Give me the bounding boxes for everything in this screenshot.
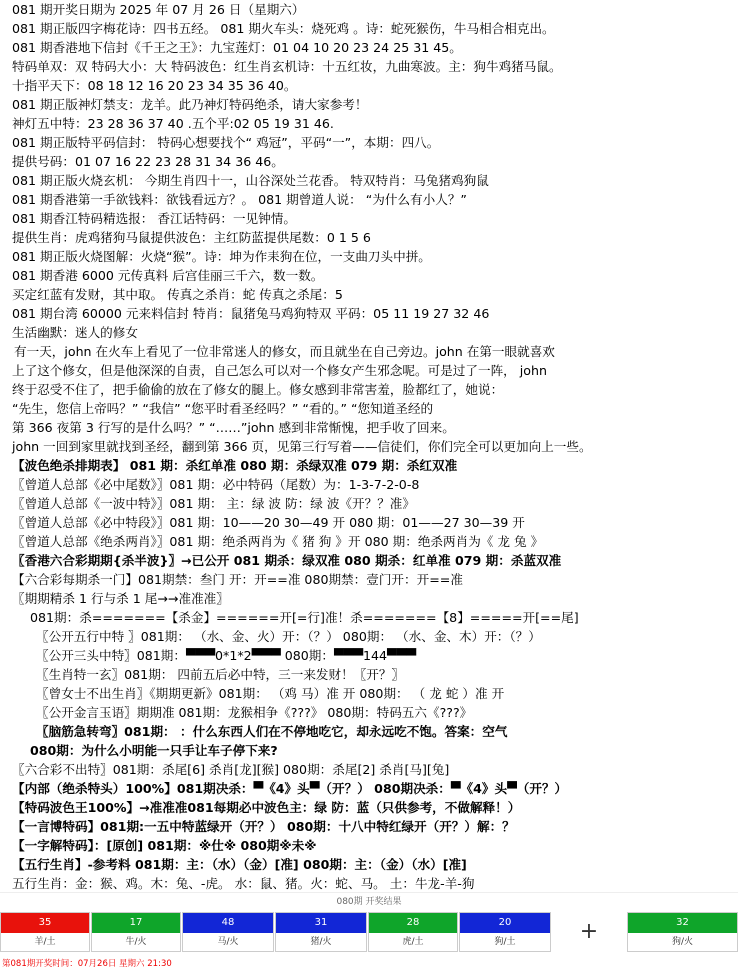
text-line: 〖曾道人总部《绝杀两肖》〗081 期：绝杀两肖为《 猪 狗 》开 080 期：绝杀两肖为《 龙 兔 》 xyxy=(12,534,544,549)
ball-number: 35 xyxy=(1,913,89,933)
text-line: 〖曾女士不出生肖〗《期期更新》081期： （鸡 马）准 开 080期： （ 龙 蛇 ）准 开 xyxy=(36,686,505,701)
text-line: 上了这个修女，但是他深深的自责，自己怎么可以对一个修女产生邪念呢。可是过了一阵， john xyxy=(12,363,547,378)
text-line: 081 期正版火烧图解：火烧“猴”。诗：坤为作耒狗在位，一支曲刀头中拼。 xyxy=(12,249,431,264)
ball-special xyxy=(627,912,738,952)
text-line: “先生，您信上帝吗？” “我信” “您平时看圣经吗？” “看的。” “您知道圣经的 xyxy=(12,401,434,416)
text-line: 第 366 夜第 3 行写的是什么吗？” “……”john 感到非常惭愧，把手收了回来。 xyxy=(12,420,455,435)
text-line: 〖公开金言玉语〗期期准 081期：龙猴相争《???》 080期：特码五六《???》 xyxy=(36,705,473,720)
text-line: 081 期开奖日期为 2025 年 07 月 26 日（星期六） xyxy=(12,2,305,17)
ball-5 xyxy=(368,912,458,952)
ball-number: 17 xyxy=(92,913,180,933)
text-line: 〖公开五行中特 〗081期： （水、金、火）开：（？） 080期： （水、金、木）开：（？） xyxy=(36,629,541,644)
result-balls xyxy=(0,912,738,954)
text-line: 081 期正版火烧玄机： 今期生肖四十一，山谷深处兰花香。 特双特肖：马兔猪鸡狗鼠 xyxy=(12,173,489,188)
text-line: 〖公开三头中特〗081期：▀▀▀0*1*2▀▀▀ 080期：▀▀▀144▀▀▀ xyxy=(36,648,417,663)
text-line: 〖曾道人总部《必中特段》〗081 期：10——20 30—49 开 080 期：01——27 30—39 开 xyxy=(12,515,525,530)
text-line: 提供生肖：虎鸡猪狗马鼠提供波色：主红防蓝提供尾数：0 1 5 6 xyxy=(12,230,371,245)
text-line: 神灯五中特：23 28 36 37 40 .五个平:02 05 19 31 46. xyxy=(12,116,334,131)
result-caption: 080期 开奖结果 xyxy=(0,892,738,911)
text-line: 十指平天下：08 18 12 16 20 23 34 35 36 40。 xyxy=(12,78,297,93)
ball-number: 20 xyxy=(460,913,550,933)
text-line: 〖生肖特一玄〗081期： 四前五后必中特，三一来发财！〖开？〗 xyxy=(36,667,405,682)
text-line: 〖曾道人总部《一波中特》〗081 期： 主：绿 波 防：绿 波《开？？准》 xyxy=(12,496,415,511)
text-line: 〖香港六合彩期期{杀半波}〗→已公开 081 期杀：绿双准 080 期杀：红单准 079 期：杀蓝双准 xyxy=(12,553,562,568)
text-line: 【五行生肖】-参考料 081期：主：（水）（金）[准] 080期：主：（金）（水）[准] xyxy=(12,857,467,872)
plus-sign: + xyxy=(579,919,599,944)
ball-number: 32 xyxy=(628,913,737,933)
ball-zodiac: 虎/土 xyxy=(402,937,424,947)
text-line: 〖脑筋急转弯〗081期： ：什么东西人们在不停地吃它，却永远吃不饱。答案：空气 xyxy=(36,724,508,739)
ball-3 xyxy=(182,912,274,952)
text-line: 081 期正版神灯禁支：龙羊。此乃神灯特码绝杀，请大家参考！ xyxy=(12,97,368,112)
ball-zodiac: 猪/火 xyxy=(310,937,332,947)
ball-number: 48 xyxy=(183,913,273,933)
text-line: 有一天，john 在火车上看见了一位非常迷人的修女，而且就坐在自己旁边。john 在第一眼就喜欢 xyxy=(14,344,555,359)
text-line: 080期：为什么小明能一只手让车子停下来? xyxy=(30,743,278,758)
text-line: 081 期台湾 60000 元来料信封 特肖：鼠猪兔马鸡狗特双 平码：05 11 19 27 32 46 xyxy=(12,306,490,321)
ball-1 xyxy=(0,912,90,952)
draw-time-footer: 第081期开奖时间：07月26日 星期六 21:30 xyxy=(0,956,738,972)
text-line: 生活幽默：迷人的修女 xyxy=(12,325,138,340)
text-line: 081 期香江特码精选报： 香江话特码：一见钟情。 xyxy=(12,211,296,226)
ball-6 xyxy=(459,912,551,952)
text-line: 081 期正版特平码信封： 特码心想要找个“ 鸡冠”，平码“一”，本期：四八。 xyxy=(12,135,440,150)
text-line: 买定红蓝有发财，其中取。 传真之杀肖：蛇 传真之杀尾：5 xyxy=(12,287,343,302)
text-line: john 一回到家里就找到圣经，翻到第 366 页，见第三行写着——信徒们，你们完全可以更加向上一些。 xyxy=(12,439,592,454)
text-line: 〖曾道人总部《必中尾数》〗081 期：必中特码（尾数）为：1-3-7-2-0-8 xyxy=(12,477,420,492)
text-line: 五行生肖：金：猴、鸡。木：兔、-虎。 水：鼠、猪。火：蛇、马。 土：牛龙-羊-狗 xyxy=(12,876,475,891)
ball-number: 31 xyxy=(276,913,366,933)
ball-2 xyxy=(91,912,181,952)
text-line: 【一字解特码】：[原创] 081期：※仕※ 080期※未※ xyxy=(12,838,317,853)
ball-zodiac: 狗/火 xyxy=(671,937,694,947)
text-line: 〖期期精杀 1 行与杀 1 尾→→准准准〗 xyxy=(12,591,229,606)
text-line: 081 期香港第一手欲钱料：欲钱看远方？。 081 期曾道人说： “为什么有小人？” xyxy=(12,192,467,207)
text-line: 081 期香港 6000 元传真料 后宫佳丽三千六，数一数。 xyxy=(12,268,324,283)
text-line: 【特码波色王100%】→准准准081每期必中波色主：绿 防：蓝（只供参考，不做解释！） xyxy=(12,800,521,815)
ball-zodiac: 牛/火 xyxy=(125,937,147,947)
text-line: 081 期正版四字梅花诗：四书五经。 081 期火车头：烧死鸡 。诗：蛇死猴伤，牛马相合相克出。 xyxy=(12,21,555,36)
ball-zodiac: 狗/土 xyxy=(494,937,516,947)
text-line: 【波色绝杀排期表】 081 期：杀红单准 080 期：杀绿双准 079 期：杀红双准 xyxy=(12,458,458,473)
ball-number: 28 xyxy=(369,913,457,933)
text-line: 【六合彩每期杀一门】081期禁：叁门 开：开==准 080期禁：壹门开：开==准 xyxy=(12,572,463,587)
ball-zodiac: 羊/土 xyxy=(34,937,56,947)
text-line: 〖六合彩不出特〗081期：杀尾[6] 杀肖[龙][猴] 080期：杀尾[2] 杀肖[马][兔] xyxy=(12,762,450,777)
ball-zodiac: 马/火 xyxy=(217,937,239,947)
text-line: 【一言博特码】081期:一五中特蓝绿开（开？） 080期：十八中特红绿开（开？）解：？ xyxy=(12,819,515,834)
text-line: 【内部（绝杀特头）100%】081期决杀：▀《4》头▀（开？） 080期决杀：▀《4》头▀（开？） xyxy=(12,781,568,796)
text-line: 提供号码：01 07 16 22 23 28 31 34 36 46。 xyxy=(12,154,284,169)
text-line: 特码单双：双 特码大小：大 特码波色：红生肖玄机诗：十五红妆，九曲寒波。主：狗牛鸡猪马鼠。 xyxy=(12,59,562,74)
text-line: 081期：杀=======【杀金】======开[=行]准！杀=======【8】=====开[==尾] xyxy=(30,610,579,625)
ball-4 xyxy=(275,912,367,952)
text-line: 终于忍受不住了，把手偷偷的放在了修女的腿上。修女感到非常害羞，脸都红了，她说： xyxy=(12,382,504,397)
text-line: 081 期香港地下信封《千王之王》：九宝莲灯：01 04 10 20 23 24 25 31 45。 xyxy=(12,40,462,55)
